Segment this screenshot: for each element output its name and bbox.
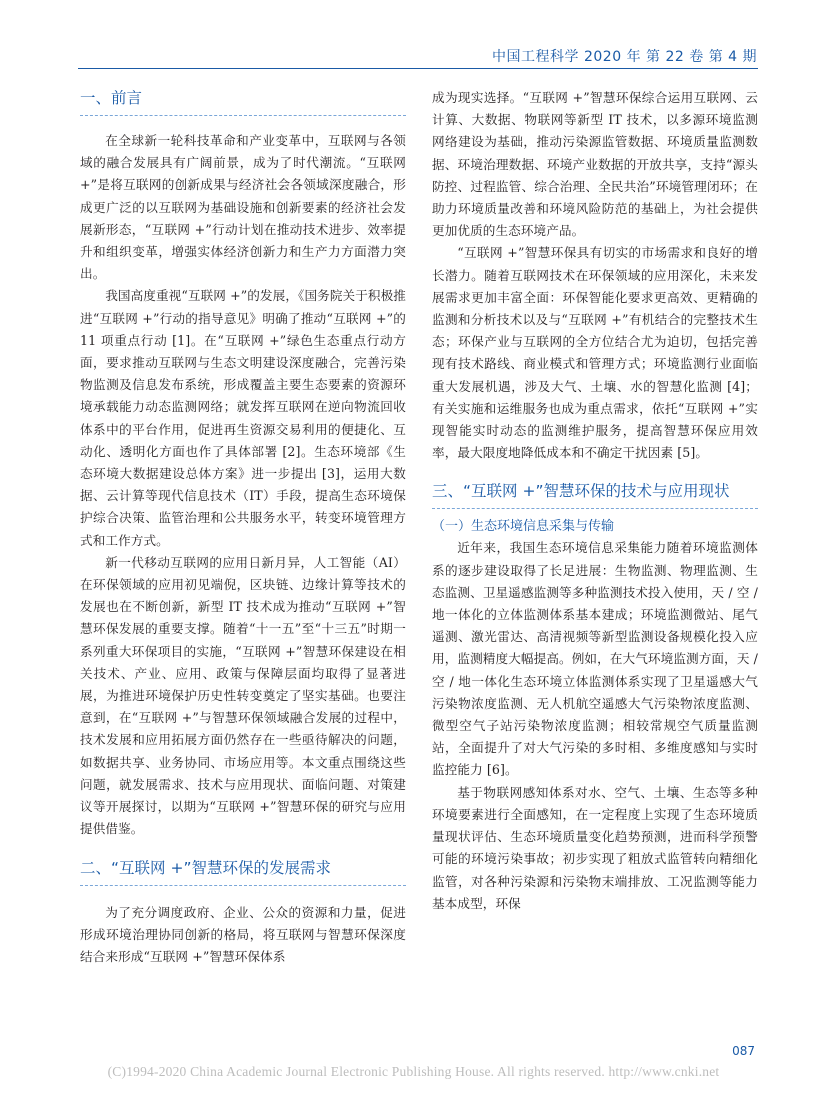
paragraph: 我国高度重视“互联网 +”的发展，《国务院关于积极推进“互联网 +”行动的指导意见》明确了推动“互联网 +”的 11 项重点行动 [1]。在“互联网 +”绿色生态重点行动方面，要求推动互联网与生态文明建设深度融合，完善污染物监测及信息发布系统，形成覆盖主要生态要素的资源环境承载能力动态监测网络；就发挥互联网在逆向物流回收体系中的平台作用，促进再生资源交易利用的便捷化、互动化、透明化方面也作了具体部署 [2]。生态环境部《生态环境大数据建设总体方案》进一步提出 [3]，运用大数据、云计算等现代信息技术（IT）手段，提高生态环境保护综合决策、监管治理和公共服务水平，转变环境管理方式和工作方式。 (80, 288, 406, 548)
section-title-technology-status: 三、“互联网 +”智慧环保的技术与应用现状 (432, 480, 758, 509)
paragraph: 成为现实选择。“互联网 +”智慧环保综合运用互联网、云计算、大数据、物联网等新型 IT 技术，以多源环境监测网络建设为基础，推动污染源监管数据、环境质量监测数据、环境治理数据、环境产业数据的开放共享，支持“源头防控、过程监管、综合治理、全民共治”环境管理闭环；在助力环境质量改善和环境风险防范的基础上，为社会提供更加优质的生态环境产品。 (432, 90, 758, 239)
paragraph: 基于物联网感知体系对水、空气、土壤、生态等多种环境要素进行全面感知，在一定程度上实现了生态环境质量现状评估、生态环境质量变化趋势预测，进而科学预警可能的环境污染事故；初步实现了粗放式监管转向精细化监管，对各种污染源和污染物末端排放、工况监测等能力基本成型，环保 (432, 784, 758, 911)
page-number: 087 (732, 1044, 755, 1058)
section-title-development-needs: 二、“互联网 +”智慧环保的发展需求 (80, 857, 406, 886)
copyright-watermark: (C)1994-2020 China Academic Journal Electronic Publishing House. All rights reserved. http://www.cnki.net (107, 1064, 720, 1079)
paragraph: 在全球新一轮科技革命和产业变革中，互联网与各领域的融合发展具有广阔前景，成为了时代潮流。“互联网 +”是将互联网的创新成果与经济社会各领域深度融合，形成更广泛的以互联网为基础设施和创新要素的经济社会发展新形态，“互联网 +”行动计划在推动技术进步、效率提升和组织变革，增强实体经济创新力和生产力方面潜力突出。 (80, 133, 406, 282)
section-title-introduction: 一、前言 (80, 87, 406, 116)
paragraph: 近年来，我国生态环境信息采集能力随着环境监测体系的逐步建设取得了长足进展：生物监测、物理监测、生态监测、卫星遥感监测等多种监测技术投入使用，天 / 空 / 地一体化的立体监测体系基本建成；环境监测微站、尾气遥测、激光雷达、高清视频等新型监测设备规模化投入应用，监测精度大幅提高。例如，在大气环境监测方面，天 / 空 / 地一体化生态环境立体监测体系实现了卫星遥感大气污染物浓度监测、无人机航空遥感大气污染物浓度监测、微型空气子站污染物浓度监测；相较常规空气质量监测站，全面提升了对大气污染的多时相、多维度感知与实时监控能力 [6]。 (432, 540, 758, 778)
journal-header: 中国工程科学 2020 年 第 22 卷 第 4 期 (492, 49, 757, 65)
right-column (432, 87, 758, 915)
header-rule (78, 68, 758, 69)
left-column (80, 87, 406, 968)
paragraph: 新一代移动互联网的应用日新月异，人工智能（AI）在环保领域的应用初见端倪，区块链、边缘计算等技术的发展也在不断创新，新型 IT 技术成为推动“互联网 +”智慧环保发展的重要支撑。随着“十一五”至“十三五”时期一系列重大环保项目的实施，“互联网 +”智慧环保建设在相关技术、产业、应用、政策与保障层面均取得了显著进展，为推进环境保护历史性转变奠定了坚实基础。也要注意到，在“互联网 +”与智慧环保领域融合发展的过程中，技术发展和应用拓展方面仍然存在一些亟待解决的问题，如数据共享、业务协同、市场应用等。本文重点围绕这些问题，就发展需求、技术与应用现状、面临问题、对策建议等开展探讨，以期为“互联网 +”智慧环保的研究与应用提供借鉴。 (80, 554, 406, 837)
subsection-title-data-collection: （一）生态环境信息采集与传输 (432, 519, 615, 535)
paragraph: “互联网 +”智慧环保具有切实的市场需求和良好的增长潜力。随着互联网技术在环保领域的应用深化，未来发展需求更加丰富全面：环保智能化要求更高效、更精确的监测和分析技术以及与“互联网 +”有机结合的完整技术生态；环保产业与互联网的全方位结合尤为迫切，包括完善现有技术路线、商业模式和管理方式；环境监测行业面临重大发展机遇，涉及大气、土壤、水的智慧化监测 [4]；有关实施和运维服务也成为重点需求，依托“互联网 +”实现智能实时动态的监测维护服务，提高智慧环保应用效率，最大限度地降低成本和不确定干扰因素 [5]。 (432, 245, 758, 461)
paragraph: 为了充分调度政府、企业、公众的资源和力量，促进形成环境治理协同创新的格局，将互联网与智慧环保深度结合来形成“互联网 +”智慧环保体系 (80, 904, 406, 964)
